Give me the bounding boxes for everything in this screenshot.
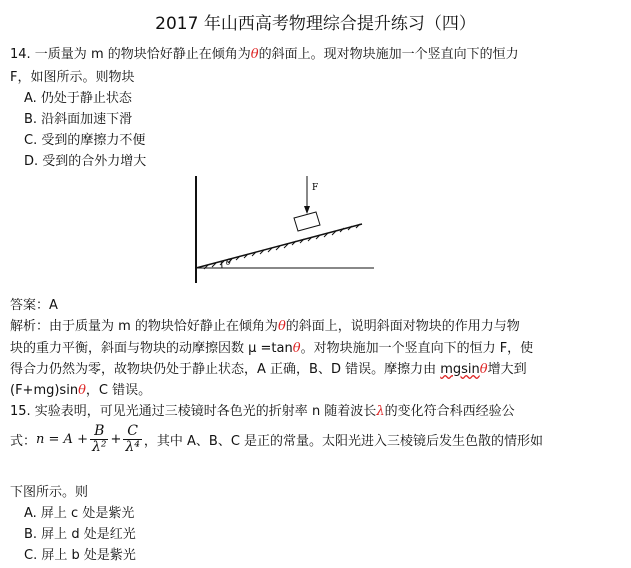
analysis-underlined: mgsin xyxy=(440,362,480,377)
page-title: 2017 年山西高考物理综合提升练习（四） xyxy=(155,14,476,34)
force-label: F xyxy=(312,183,319,193)
fraction-denominator: λ⁴ xyxy=(125,439,140,455)
q15-text: ，其中 A、B、C 是正的常量。太阳光进入三棱镜后发生色散的情形如 xyxy=(143,434,544,449)
analysis-text: 块的重力平衡，斜面与物块的动摩擦因数 μ =tan xyxy=(10,341,293,356)
q14-option-b: B. 沿斜面加速下滑 xyxy=(24,112,133,127)
analysis-text: ，C 错误。 xyxy=(85,383,152,398)
theta-symbol: θ xyxy=(250,47,259,62)
q14-option-d: D. 受到的合外力增大 xyxy=(24,154,147,169)
q15-option-a: A. 屏上 c 处是紫光 xyxy=(24,506,135,521)
fraction-c xyxy=(123,424,142,455)
theta-symbol: θ xyxy=(277,319,286,334)
q15-stem-line3: 下图所示。则 xyxy=(10,485,89,500)
q15-text: 的变化符合科西经验公 xyxy=(384,404,515,419)
q15-option-b: B. 屏上 d 处是红光 xyxy=(24,527,136,542)
q15-text: 15. 实验表明，可见光通过三棱镜时各色光的折射率 n 随着波长 xyxy=(10,404,377,419)
fraction-numerator: C xyxy=(123,424,142,440)
q15-stem-line1 xyxy=(10,400,515,419)
analysis-text: 解析：由于质量为 m 的物块恰好静止在倾角为 xyxy=(10,319,278,334)
q14-text-a: 14. 一质量为 m 的物块恰好静止在倾角为 xyxy=(10,47,251,62)
analysis-text: 增大到 xyxy=(487,362,527,377)
incline-figure xyxy=(186,172,381,287)
formula-prefix: 式： xyxy=(10,434,37,449)
fraction-numerator: B xyxy=(90,424,109,440)
angle-label: θ xyxy=(226,258,231,267)
fraction-denominator: λ² xyxy=(91,439,107,455)
block xyxy=(294,212,320,231)
analysis-text: 得合力仍然为零，故物块仍处于静止状态，A 正确，B、D 错误。摩擦力由 xyxy=(10,362,441,377)
q14-option-c: C. 受到的摩擦力不便 xyxy=(24,133,146,148)
analysis-text: (F+mg)sin xyxy=(10,383,79,398)
q14-stem-line1 xyxy=(10,43,519,62)
q15-option-c: C. 屏上 b 处是紫光 xyxy=(24,548,136,563)
answer: 答案：A xyxy=(10,298,58,313)
theta-symbol: θ xyxy=(479,362,488,377)
theta-symbol: θ xyxy=(78,383,86,398)
force-arrowhead xyxy=(304,206,310,214)
analysis-line4 xyxy=(10,379,151,398)
q14-stem-line2: F，如图所示。则物块 xyxy=(10,70,135,85)
formula-lhs: n = A + xyxy=(36,432,88,447)
analysis-line2 xyxy=(10,337,533,356)
fraction-b xyxy=(90,424,109,455)
q15-formula-line xyxy=(10,424,543,455)
analysis-line1 xyxy=(10,315,520,334)
analysis-line3 xyxy=(10,358,527,377)
lambda-symbol: λ xyxy=(376,404,385,419)
theta-symbol: θ xyxy=(292,341,301,356)
analysis-text: 的斜面上，说明斜面对物块的作用力与物 xyxy=(285,319,520,334)
q14-option-a: A. 仍处于静止状态 xyxy=(24,91,132,106)
q14-text-b: 的斜面上。现对物块施加一个竖直向下的恒力 xyxy=(258,47,519,62)
analysis-text: 。对物块施加一个竖直向下的恒力 F，使 xyxy=(300,341,534,356)
plus-sign: + xyxy=(110,432,122,447)
